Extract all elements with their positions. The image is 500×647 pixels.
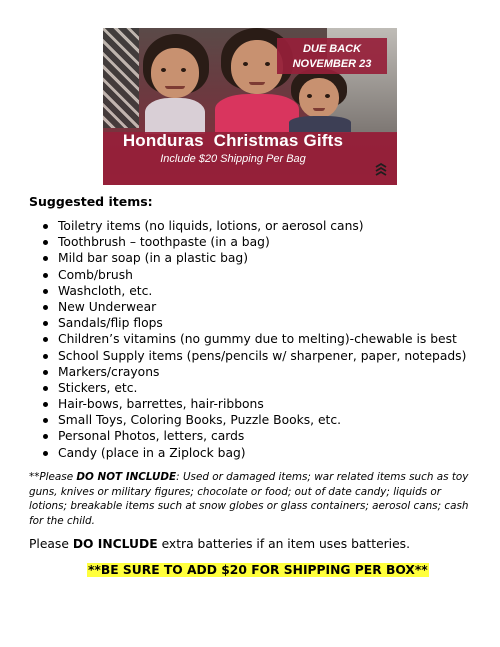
bullet-icon <box>43 289 48 294</box>
bullet-icon <box>43 240 48 245</box>
child-right <box>289 68 351 132</box>
bullet-icon <box>43 256 48 261</box>
due-label: DUE BACK <box>302 43 362 55</box>
suggested-items-list <box>40 218 466 461</box>
list-item: Personal Photos, letters, cards <box>40 428 466 444</box>
note-emphasis: DO NOT INCLUDE <box>76 471 177 483</box>
list-item: Sandals/flip flops <box>40 315 466 331</box>
bullet-icon <box>43 370 48 375</box>
shipping-notice: **BE SURE TO ADD $20 FOR SHIPPING PER BOX** <box>88 563 428 577</box>
list-item: Toiletry items (no liquids, lotions, or aerosol cans) <box>40 218 466 234</box>
bullet-icon <box>43 224 48 229</box>
child-left <box>141 34 211 134</box>
bullet-icon <box>43 337 48 342</box>
bullet-icon <box>43 402 48 407</box>
bullet-icon <box>43 321 48 326</box>
batteries-note: Please DO INCLUDE extra batteries if an item uses batteries. <box>29 537 410 551</box>
list-item: Stickers, etc. <box>40 380 466 396</box>
list-item: Toothbrush – toothpaste (in a bag) <box>40 234 466 250</box>
suggested-items-heading: Suggested items: <box>29 194 153 209</box>
list-item: Children’s vitamins (no gummy due to melting)-chewable is best <box>40 331 466 347</box>
list-item: Markers/crayons <box>40 364 466 380</box>
list-item: Candy (place in a Ziplock bag) <box>40 445 466 461</box>
banner-title: Honduras Christmas Gifts <box>122 131 344 150</box>
bullet-icon <box>43 418 48 423</box>
banner-image <box>103 28 397 185</box>
bullet-icon <box>43 305 48 310</box>
bullet-icon <box>43 451 48 456</box>
list-item: Small Toys, Coloring Books, Puzzle Books, etc. <box>40 412 466 428</box>
due-date-badge <box>277 38 387 74</box>
list-item: Comb/brush <box>40 267 466 283</box>
list-item: Hair-bows, barrettes, hair-ribbons <box>40 396 466 412</box>
bullet-icon <box>43 354 48 359</box>
list-item: Mild bar soap (in a plastic bag) <box>40 250 466 266</box>
list-item: New Underwear <box>40 299 466 315</box>
bullet-icon <box>43 434 48 439</box>
list-item: School Supply items (pens/pencils w/ sharpener, paper, notepads) <box>40 348 466 364</box>
banner-subtitle: Include $20 Shipping Per Bag <box>160 153 306 165</box>
due-date: NOVEMBER 23 <box>292 58 372 70</box>
chevron-stack-icon <box>374 162 388 176</box>
bullet-icon <box>43 273 48 278</box>
bullet-icon <box>43 386 48 391</box>
batteries-emphasis: DO INCLUDE <box>72 537 158 551</box>
do-not-include-note: **Please DO NOT INCLUDE: Used or damaged items; war related items such as toy guns, knives or military figures; chocolate or food; out of date candy; liquids or lotions; breakable items such at snow globes or glass containers; aerosol cans; cash for the child. <box>29 471 469 527</box>
list-item: Washcloth, etc. <box>40 283 466 299</box>
background-left <box>103 28 139 128</box>
